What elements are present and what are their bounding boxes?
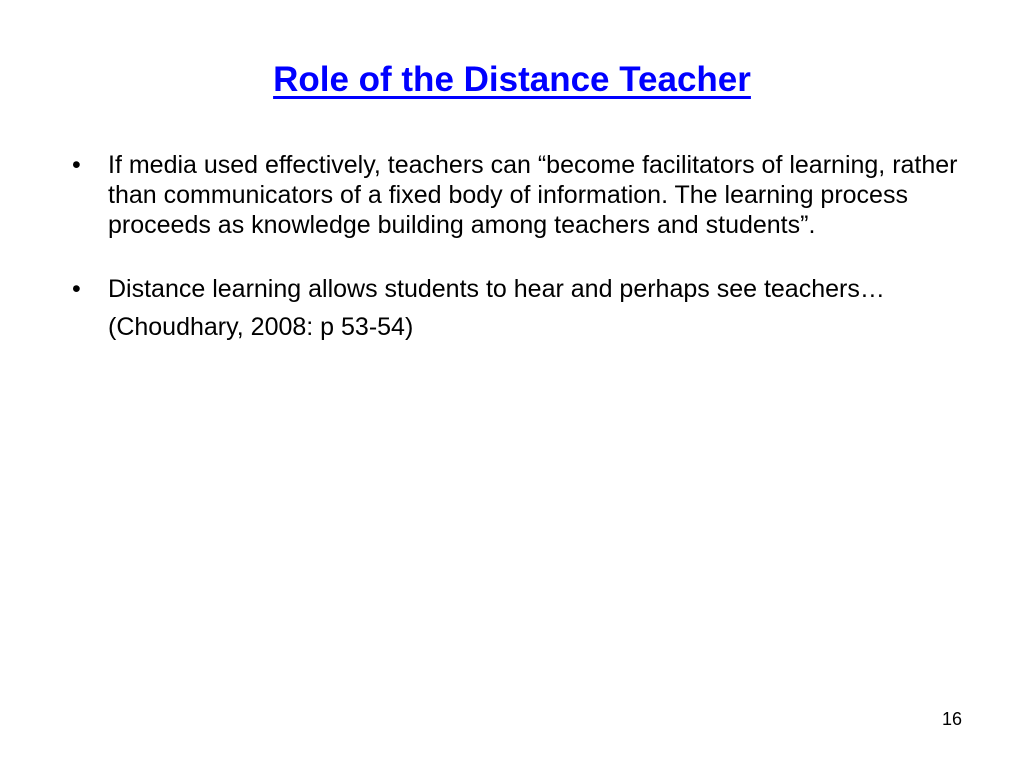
bullet-text: If media used effectively, teachers can “become facilitators of learning, rather than communicators of a fixed body of information. The learning process proceeds as knowledge building among teachers and students”. <box>108 151 958 239</box>
slide-title: Role of the Distance Teacher <box>273 60 751 99</box>
bullet-marker: • <box>72 275 81 303</box>
page-number: 16 <box>941 709 962 729</box>
bullet-item <box>72 274 972 342</box>
bullet-list <box>72 150 972 376</box>
bullet-marker: • <box>72 151 81 179</box>
citation: (Choudhary, 2008: p 53-54) <box>108 313 414 341</box>
bullet-item <box>72 150 972 240</box>
bullet-text: Distance learning allows students to hear and perhaps see teachers… <box>108 275 885 303</box>
